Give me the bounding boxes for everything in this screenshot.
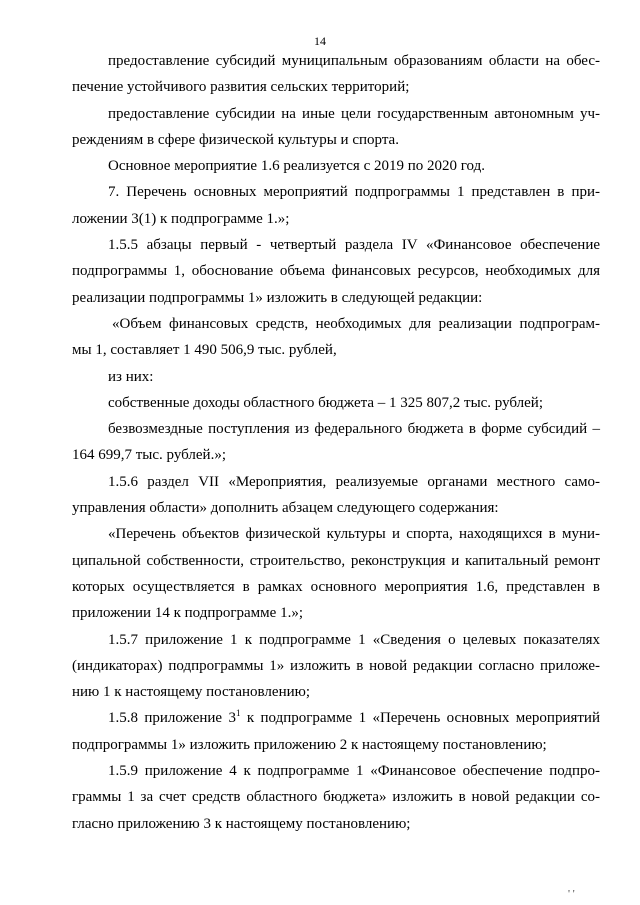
text-line [72, 337, 600, 363]
text-line [72, 627, 600, 653]
text-line-content: собственные доходы областного бюджета – 1 325 807,2 тыс. рублей; [108, 394, 543, 411]
text-line [72, 784, 600, 810]
text-line [72, 285, 600, 311]
text-line [72, 653, 600, 679]
text-line-content: «Объем финансовых средств, необходимых для реализации подпрограм- [112, 315, 600, 332]
text-line [72, 600, 600, 626]
text-line-content: реализации подпрограммы 1» изложить в следующей редакции: [72, 289, 483, 306]
text-line-content: подпрограммы 1, обоснование объема финансовых ресурсов, необходимых для [72, 263, 600, 280]
text-line [72, 127, 600, 153]
text-line [72, 153, 600, 179]
text-line-content: нию 1 к настоящему постановлению; [72, 684, 311, 701]
text-line [72, 758, 600, 784]
text-line-content: Основное мероприятие 1.6 реализуется с 2019 по 2020 год. [108, 158, 485, 175]
text-line-content: гласно приложению 3 к настоящему постановлению; [72, 815, 411, 832]
text-line-content: ложении 3(1) к подпрограмме 1.»; [72, 210, 290, 227]
text-line-content: из них: [108, 368, 154, 385]
text-line [72, 390, 600, 416]
text-line-content: печение устойчивого развития сельских территорий; [72, 79, 410, 96]
text-line [72, 495, 600, 521]
text-line [72, 206, 600, 232]
text-line-content: приложении 14 к подпрограмме 1.»; [72, 605, 303, 622]
text-line-content: (индикаторах) подпрограммы 1» изложить в новой редакции согласно приложе- [72, 657, 600, 674]
text-line-content: предоставление субсидии на иные цели государственным автономным уч- [108, 105, 600, 122]
text-line [72, 705, 600, 731]
text-line [72, 101, 600, 127]
text-line-content: 164 699,7 тыс. рублей.»; [72, 447, 226, 464]
text-line [72, 679, 600, 705]
text-line-content: ципальной собственности, строительство, реконструкция и капитальный ремонт [72, 552, 600, 569]
text-line-content: которых осуществляется в рамках основного мероприятия 1.6, представлен в [72, 578, 600, 595]
page-number: 14 [314, 34, 326, 48]
text-line-content: реждениям в сфере физической культуры и спорта. [72, 131, 399, 148]
text-line [72, 521, 600, 547]
text-line [72, 232, 600, 258]
superscript: 1 [235, 708, 241, 719]
text-line-content: 1.5.6 раздел VII «Мероприятия, реализуемые органами местного само- [108, 473, 600, 490]
text-line-content: граммы 1 за счет средств областного бюджета» изложить в новой редакции со- [72, 789, 600, 806]
text-line [72, 179, 600, 205]
text-line [72, 311, 600, 337]
text-line-content: подпрограммы 1» изложить приложению 2 к настоящему постановлению; [72, 736, 547, 753]
document-body [72, 48, 600, 837]
text-line-content: 1.5.8 приложение 3 [108, 710, 236, 727]
text-line [72, 469, 600, 495]
text-line [72, 74, 600, 100]
scan-corner-mark: ' ' [568, 888, 575, 900]
text-line-content: «Перечень объектов физической культуры и спорта, находящихся в муни- [108, 526, 600, 543]
text-line [72, 811, 600, 837]
text-line [72, 416, 600, 442]
text-line [72, 574, 600, 600]
text-line [72, 442, 600, 468]
text-line-content: 1.5.5 абзацы первый - четвертый раздела IV «Финансовое обеспечение [108, 237, 600, 254]
text-line-content: безвозмездные поступления из федерального бюджета в форме субсидий – [108, 421, 600, 438]
text-line-content: 1.5.9 приложение 4 к подпрограмме 1 «Финансовое обеспечение подпро- [108, 763, 600, 780]
text-line-content: предоставление субсидий муниципальным образованиям области на обес- [108, 53, 600, 69]
text-line-content: 7. Перечень основных мероприятий подпрограммы 1 представлен в при- [108, 184, 600, 201]
text-line-content: управления области» дополнить абзацем следующего содержания: [72, 500, 499, 517]
text-line-content: 1.5.7 приложение 1 к подпрограмме 1 «Сведения о целевых показателях [108, 631, 600, 648]
text-line [72, 48, 600, 74]
text-line-tail: к подпрограмме 1 «Перечень основных мероприятий [240, 710, 600, 727]
text-line-content: мы 1, составляет 1 490 506,9 тыс. рублей, [72, 342, 337, 359]
text-line [72, 548, 600, 574]
text-line [72, 364, 600, 390]
text-line [72, 732, 600, 758]
text-line [72, 258, 600, 284]
